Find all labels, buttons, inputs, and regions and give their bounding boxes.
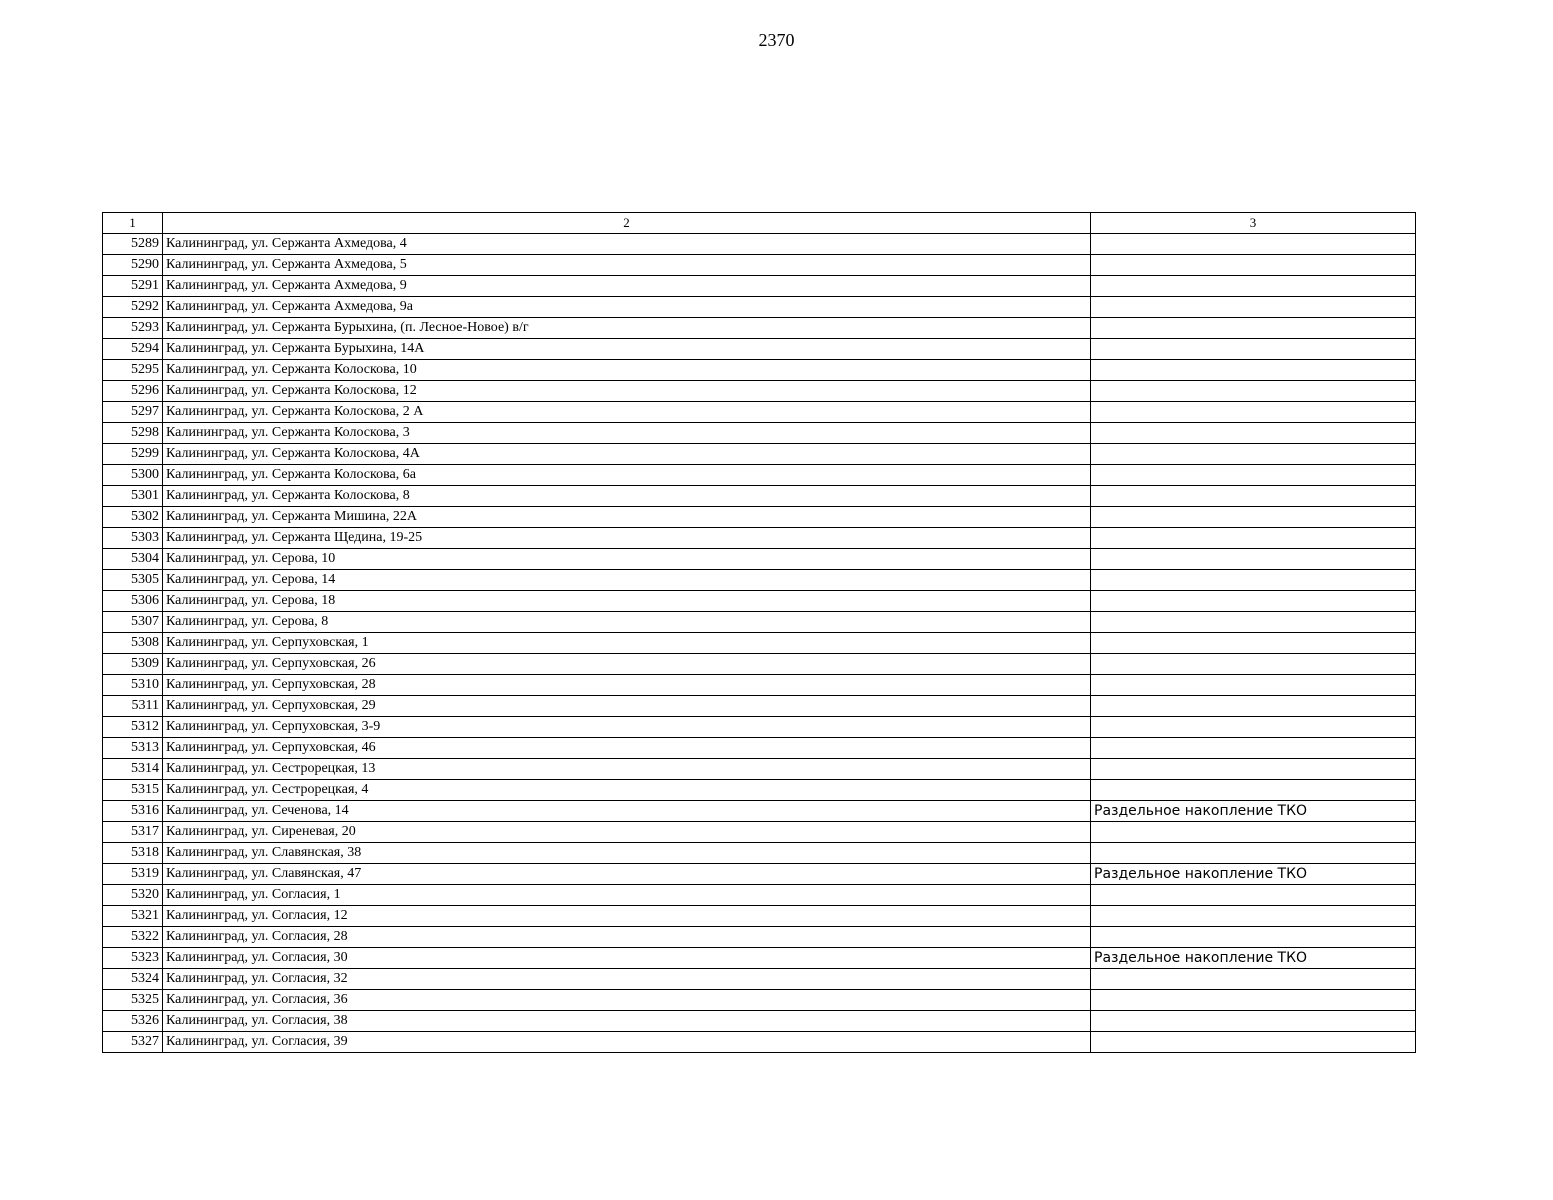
table-row [103, 633, 1416, 654]
address-cell: Калининград, ул. Сержанта Бурыхина, 14А [163, 339, 1091, 360]
address-cell: Калининград, ул. Серпуховская, 46 [163, 738, 1091, 759]
table-row [103, 276, 1416, 297]
column-header-1: 1 [103, 213, 163, 234]
note-cell [1091, 675, 1416, 696]
note-cell [1091, 381, 1416, 402]
address-cell: Калининград, ул. Сержанта Бурыхина, (п. Лесное-Новое) в/г [163, 318, 1091, 339]
note-cell [1091, 507, 1416, 528]
row-number-cell: 5317 [103, 822, 163, 843]
table-row [103, 507, 1416, 528]
address-cell: Калининград, ул. Серпуховская, 28 [163, 675, 1091, 696]
address-cell: Калининград, ул. Сиреневая, 20 [163, 822, 1091, 843]
table-row [103, 234, 1416, 255]
address-table [102, 212, 1416, 1053]
note-cell [1091, 255, 1416, 276]
row-number-cell: 5320 [103, 885, 163, 906]
address-cell: Калининград, ул. Согласия, 1 [163, 885, 1091, 906]
note-cell [1091, 696, 1416, 717]
address-cell: Калининград, ул. Сержанта Ахмедова, 5 [163, 255, 1091, 276]
table-row [103, 864, 1416, 885]
row-number-cell: 5307 [103, 612, 163, 633]
note-cell [1091, 318, 1416, 339]
address-cell: Калининград, ул. Серова, 18 [163, 591, 1091, 612]
note-cell [1091, 570, 1416, 591]
note-cell [1091, 738, 1416, 759]
row-number-cell: 5289 [103, 234, 163, 255]
row-number-cell: 5321 [103, 906, 163, 927]
table-row [103, 759, 1416, 780]
address-cell: Калининград, ул. Согласия, 39 [163, 1032, 1091, 1053]
table-row [103, 1011, 1416, 1032]
table-row [103, 255, 1416, 276]
address-cell: Калининград, ул. Сеченова, 14 [163, 801, 1091, 822]
table-row [103, 990, 1416, 1011]
note-cell [1091, 906, 1416, 927]
note-cell [1091, 234, 1416, 255]
address-cell: Калининград, ул. Серпуховская, 29 [163, 696, 1091, 717]
note-cell [1091, 486, 1416, 507]
address-cell: Калининград, ул. Сержанта Колоскова, 10 [163, 360, 1091, 381]
address-cell: Калининград, ул. Согласия, 12 [163, 906, 1091, 927]
address-cell: Калининград, ул. Сержанта Колоскова, 4А [163, 444, 1091, 465]
row-number-cell: 5312 [103, 717, 163, 738]
table-row [103, 423, 1416, 444]
header-row [103, 213, 1416, 234]
row-number-cell: 5290 [103, 255, 163, 276]
address-cell: Калининград, ул. Сержанта Мишина, 22А [163, 507, 1091, 528]
row-number-cell: 5325 [103, 990, 163, 1011]
note-cell [1091, 1011, 1416, 1032]
table-row [103, 927, 1416, 948]
row-number-cell: 5327 [103, 1032, 163, 1053]
note-cell [1091, 780, 1416, 801]
note-cell [1091, 528, 1416, 549]
address-cell: Калининград, ул. Славянская, 38 [163, 843, 1091, 864]
note-cell [1091, 360, 1416, 381]
row-number-cell: 5301 [103, 486, 163, 507]
row-number-cell: 5326 [103, 1011, 163, 1032]
row-number-cell: 5295 [103, 360, 163, 381]
address-cell: Калининград, ул. Сержанта Колоскова, 6а [163, 465, 1091, 486]
table-row [103, 486, 1416, 507]
row-number-cell: 5322 [103, 927, 163, 948]
note-cell [1091, 297, 1416, 318]
address-cell: Калининград, ул. Сержанта Колоскова, 12 [163, 381, 1091, 402]
table-row [103, 801, 1416, 822]
note-cell [1091, 885, 1416, 906]
row-number-cell: 5306 [103, 591, 163, 612]
note-cell [1091, 969, 1416, 990]
note-cell [1091, 549, 1416, 570]
table-row [103, 780, 1416, 801]
row-number-cell: 5318 [103, 843, 163, 864]
address-cell: Калининград, ул. Согласия, 38 [163, 1011, 1091, 1032]
note-cell [1091, 927, 1416, 948]
address-cell: Калининград, ул. Сержанта Ахмедова, 9 [163, 276, 1091, 297]
address-cell: Калининград, ул. Сержанта Щедина, 19-25 [163, 528, 1091, 549]
table-row [103, 738, 1416, 759]
address-cell: Калининград, ул. Согласия, 32 [163, 969, 1091, 990]
address-cell: Калининград, ул. Согласия, 30 [163, 948, 1091, 969]
address-cell: Калининград, ул. Серова, 10 [163, 549, 1091, 570]
row-number-cell: 5315 [103, 780, 163, 801]
row-number-cell: 5298 [103, 423, 163, 444]
note-cell [1091, 822, 1416, 843]
row-number-cell: 5319 [103, 864, 163, 885]
table-row [103, 360, 1416, 381]
table-row [103, 570, 1416, 591]
note-cell [1091, 843, 1416, 864]
table-row [103, 381, 1416, 402]
column-header-2: 2 [163, 213, 1091, 234]
note-cell [1091, 1032, 1416, 1053]
note-cell: Раздельное накопление ТКО [1091, 948, 1416, 969]
address-cell: Калининград, ул. Серова, 8 [163, 612, 1091, 633]
table-row [103, 885, 1416, 906]
note-cell [1091, 717, 1416, 738]
row-number-cell: 5314 [103, 759, 163, 780]
note-cell [1091, 444, 1416, 465]
table-row [103, 591, 1416, 612]
row-number-cell: 5302 [103, 507, 163, 528]
table-row [103, 1032, 1416, 1053]
table-row [103, 528, 1416, 549]
note-cell [1091, 633, 1416, 654]
table-row [103, 339, 1416, 360]
table-row [103, 969, 1416, 990]
table-row [103, 843, 1416, 864]
note-cell [1091, 759, 1416, 780]
note-cell: Раздельное накопление ТКО [1091, 864, 1416, 885]
address-cell: Калининград, ул. Славянская, 47 [163, 864, 1091, 885]
table-row [103, 717, 1416, 738]
row-number-cell: 5308 [103, 633, 163, 654]
row-number-cell: 5309 [103, 654, 163, 675]
row-number-cell: 5304 [103, 549, 163, 570]
table-body [103, 213, 1416, 1053]
row-number-cell: 5313 [103, 738, 163, 759]
table-row [103, 465, 1416, 486]
address-cell: Калининград, ул. Серпуховская, 1 [163, 633, 1091, 654]
row-number-cell: 5299 [103, 444, 163, 465]
address-cell: Калининград, ул. Серпуховская, 3-9 [163, 717, 1091, 738]
table-row [103, 822, 1416, 843]
address-cell: Калининград, ул. Сестрорецкая, 13 [163, 759, 1091, 780]
row-number-cell: 5297 [103, 402, 163, 423]
address-cell: Калининград, ул. Сержанта Колоскова, 2 А [163, 402, 1091, 423]
table-row [103, 612, 1416, 633]
address-cell: Калининград, ул. Согласия, 36 [163, 990, 1091, 1011]
table-row [103, 297, 1416, 318]
row-number-cell: 5300 [103, 465, 163, 486]
table-row [103, 906, 1416, 927]
note-cell [1091, 339, 1416, 360]
address-cell: Калининград, ул. Сержанта Ахмедова, 9а [163, 297, 1091, 318]
row-number-cell: 5311 [103, 696, 163, 717]
row-number-cell: 5291 [103, 276, 163, 297]
row-number-cell: 5303 [103, 528, 163, 549]
note-cell [1091, 465, 1416, 486]
table-row [103, 318, 1416, 339]
table-row [103, 444, 1416, 465]
row-number-cell: 5293 [103, 318, 163, 339]
table-row [103, 696, 1416, 717]
table-row [103, 549, 1416, 570]
row-number-cell: 5323 [103, 948, 163, 969]
row-number-cell: 5292 [103, 297, 163, 318]
address-cell: Калининград, ул. Сержанта Ахмедова, 4 [163, 234, 1091, 255]
table-row [103, 675, 1416, 696]
note-cell [1091, 402, 1416, 423]
note-cell: Раздельное накопление ТКО [1091, 801, 1416, 822]
column-header-3: 3 [1091, 213, 1416, 234]
row-number-cell: 5296 [103, 381, 163, 402]
note-cell [1091, 591, 1416, 612]
address-cell: Калининград, ул. Сестрорецкая, 4 [163, 780, 1091, 801]
address-cell: Калининград, ул. Сержанта Колоскова, 3 [163, 423, 1091, 444]
row-number-cell: 5310 [103, 675, 163, 696]
table-row [103, 654, 1416, 675]
page-number: 2370 [758, 30, 795, 50]
note-cell [1091, 423, 1416, 444]
row-number-cell: 5316 [103, 801, 163, 822]
row-number-cell: 5324 [103, 969, 163, 990]
row-number-cell: 5305 [103, 570, 163, 591]
note-cell [1091, 654, 1416, 675]
row-number-cell: 5294 [103, 339, 163, 360]
address-cell: Калининград, ул. Серова, 14 [163, 570, 1091, 591]
address-cell: Калининград, ул. Серпуховская, 26 [163, 654, 1091, 675]
address-cell: Калининград, ул. Согласия, 28 [163, 927, 1091, 948]
table-row [103, 948, 1416, 969]
table-row [103, 402, 1416, 423]
note-cell [1091, 612, 1416, 633]
note-cell [1091, 990, 1416, 1011]
address-cell: Калининград, ул. Сержанта Колоскова, 8 [163, 486, 1091, 507]
note-cell [1091, 276, 1416, 297]
